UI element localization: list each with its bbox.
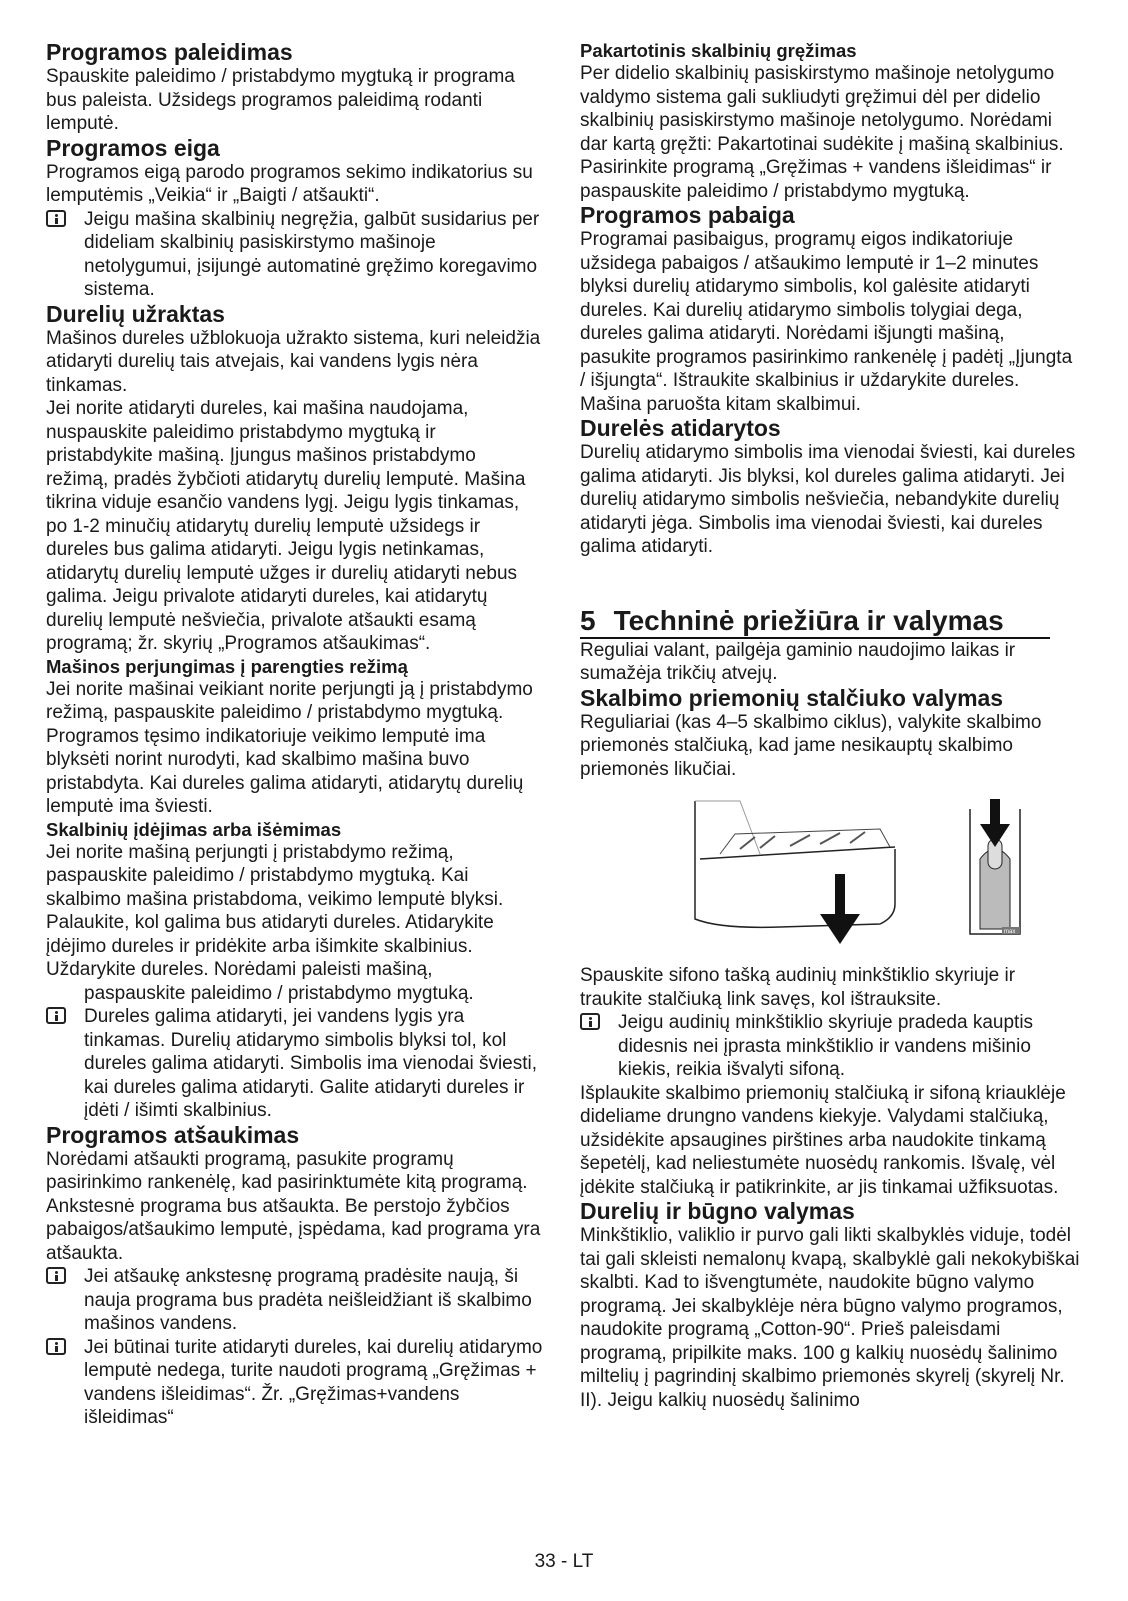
left-column bbox=[46, 40, 543, 1430]
drawer-front-top bbox=[700, 847, 895, 859]
right-column bbox=[580, 40, 1080, 1412]
note-progress bbox=[46, 208, 543, 302]
down-arrow-shaft bbox=[835, 874, 845, 919]
heading-program-start: Programos paleidimas bbox=[46, 39, 293, 65]
paragraph-laundry-close-a: Uždarykite dureles. Norėdami paleisti mašiną, bbox=[46, 959, 433, 980]
note-siphon-text: Jeigu audinių minkštiklio skyriuje pradeda kauptis didesnis nei įprasta minkštiklio ir vandens mišinio kiekis, reikia išvalyti sifoną. bbox=[618, 1012, 1034, 1080]
paragraph-laundry-close-b: paspauskite paleidimo / pristabdymo mygtuką. bbox=[84, 982, 474, 1004]
paragraph-standby: Jei norite mašinai veikiant norite perjungti ją į pristabdymo režimą, paspauskite paleidimo / pristabdymo mygtuką. Programos tęsimo indikatoriuje veikimo lemputė ima blyksėti norint nurodyti, kad skalbimo mašina buvo pristabdyta. Kai dureles galima atidaryti, atidarytų durelių lemputė ima šviesti. bbox=[46, 678, 533, 817]
heading-program-end: Programos pabaiga bbox=[580, 202, 795, 228]
page-number: 33 - LT bbox=[534, 1551, 594, 1572]
paragraph-door-lock-2: Jei norite atidaryti dureles, kai mašina naudojama, nuspauskite paleidimo pristabdymo mygtuką ir pristabdykite mašiną. Įjungus mašinos pristabdymo režimą, pradės žybčioti atidarytų durelių lemputė. Mašina tikrina viduje esančio vandens lygį. Jeigu lygis tinkamas, po 1-2 minučių atidarytų durelių lemputė užsidegs ir dureles bus galima atidaryti. Jeigu lygis netinkamas, atidarytų durelių lemputė užges ir durelių atidaryti nebus galima. Jeigu privalote atidaryti dureles, kai atidarytų durelių lemputė nešviečia, privalote atšaukti esamą programą; žr. skyrių „Programos atšaukimas“. bbox=[46, 398, 526, 654]
paragraph-door-lock-1: Mašinos dureles užblokuoja užrakto sistema, kuri neleidžia atidaryti durelių tais atvejais, kai vandens lygis nėra tinkamas. bbox=[46, 327, 541, 396]
paragraph-program-start: Spauskite paleidimo / pristabdymo mygtuką ir programa bus paleista. Užsidegs programos paleidimą rodanti lemputė. bbox=[46, 66, 515, 134]
heading-door-open: Durelės atidarytos bbox=[580, 415, 781, 441]
paragraph-respin: Per didelio skalbinių pasiskirstymo mašinoje netolygumo valdymo sistema gali sukliudyti gręžimui dėl per didelio skalbinių pasiskirstymo mašinoje netolygumo. Norėdami dar kartą gręžti: Pakartotinai sudėkite į mašiną skalbinius. Pasirinkite programą „Gręžimas + vandens išleidimas“ ir paspauskite paleidimo / pristabdymo mygtuką. bbox=[580, 63, 1064, 202]
heading-respin: Pakartotinis skalbinių gręžimas bbox=[580, 40, 857, 61]
info-icon bbox=[580, 1013, 600, 1030]
paragraph-maintenance-intro: Reguliai valant, pailgėja gaminio naudojimo laikas ir sumažėja trikčių atvejų. bbox=[580, 639, 1016, 684]
paragraph-siphon: Spauskite sifono tašką audinių minkštiklio skyriuje ir traukite stalčiuką link savęs, kol ištrauksite. bbox=[580, 965, 1016, 1010]
paragraph-program-cancel: Norėdami atšaukti programą, pasukite programų pasirinkimo rankenėlę, kad pasirinktumėte kitą programą. Ankstesnė programa bus atšaukta. Be perstojo žybčios pabaigos/atšaukimo lemputė, įspėdama, kad programa yra atšaukta. bbox=[46, 1148, 541, 1264]
note-progress-text: Jeigu mašina skalbinių negręžia, galbūt susidarius per dideliam skalbinių pasiskirstymo mašinoje netolygumui, įsijungė automatinė gręžimo koregavimo sistema. bbox=[84, 208, 540, 300]
heading-drum-cleaning: Durelių ir būgno valymas bbox=[580, 1198, 855, 1224]
siphon-max-label: max bbox=[1004, 929, 1016, 935]
drawer-top-edge bbox=[695, 801, 760, 854]
paragraph-drum-cleaning: Minkštiklio, valiklio ir purvo gali likti skalbyklės viduje, todėl tai gali skleisti nemalonų kvapą, skalbyklė gali nekokybiškai skalbti. Kad to išvengtumėte, naudokite būgno valymo programą. Jei skalbyklėje nėra būgno valymo programos, naudokite programą „Cotton-90“. Prieš paleisdami programą, pripilkite maks. 100 g kalkių nuosėdų šalinimo miltelių į pagrindinį skalbimo priemonės skyrelį (skyrelį Nr. II). Jeigu kalkių nuosėdų šalinimo bbox=[580, 1225, 1080, 1411]
paragraph-drawer-cleaning: Reguliariai (kas 4–5 skalbimo ciklus), valykite skalbimo priemonės stalčiuką, kad jame nesikauptų skalbimo priemonės likučiai. bbox=[580, 711, 1042, 780]
heading-standby: Mašinos perjungimas į parengties režimą bbox=[46, 655, 408, 677]
info-icon bbox=[46, 1338, 66, 1355]
info-icon bbox=[46, 210, 66, 227]
drawer-outline bbox=[695, 801, 895, 927]
note-laundry-text: Dureles galima atidaryti, jei vandens lygis yra tinkamas. Durelių atidarymo simbolis blyksi tol, kol dureles galima atidaryti. Simbolis ima vienodai šviesti, kai dureles galima atidaryti. Galite atidaryti dureles ir įdėti / išimti skalbinius. bbox=[84, 1006, 538, 1121]
heading-door-lock: Durelių užraktas bbox=[46, 300, 225, 327]
heading-program-progress: Programos eiga bbox=[46, 134, 220, 161]
drawer-illustration-svg bbox=[680, 799, 1060, 944]
note-laundry bbox=[46, 1005, 543, 1123]
section-title-text: Techninė priežiūra ir valymas bbox=[613, 604, 1004, 636]
heading-program-cancel: Programos atšaukimas bbox=[46, 1121, 300, 1148]
siphon-arrow-shaft bbox=[990, 799, 1000, 827]
down-arrow-head bbox=[820, 914, 860, 944]
section-number: 5 bbox=[580, 604, 596, 636]
paragraph-program-end: Programai pasibaigus, programų eigos indikatoriuje užsidega pabaigos / atšaukimo lemputė ir 1–2 minutes blyksi durelių atidarymo simbolis, kol galėsite atidaryti dureles. Kai durelių atidarymo simbolis tolygiai dega, dureles galima atidaryti. Norėdami išjungti mašiną, pasukite programos pasirinkimo rankenėlę į padėtį „Įjungta / išjungta“. Ištraukite skalbinius ir uždarykite dureles. Mašina paruošta kitam skalbimui. bbox=[580, 229, 1073, 415]
section-heading-maintenance bbox=[580, 605, 1050, 639]
note-siphon bbox=[580, 1011, 1080, 1082]
info-icon bbox=[46, 1007, 66, 1024]
note-cancel-1 bbox=[46, 1265, 543, 1336]
note-cancel-1-text: Jei atšaukę ankstesnę programą pradėsite naują, ši nauja programa bus pradėta neišleidžiant iš skalbimo mašinos vandens. bbox=[84, 1266, 532, 1334]
heading-laundry: Skalbinių įdėjimas arba išėmimas bbox=[46, 818, 342, 840]
heading-drawer-cleaning: Skalbimo priemonių stalčiuko valymas bbox=[580, 684, 1004, 711]
drawer-compartments bbox=[740, 832, 865, 849]
note-cancel-2-text: Jei būtinai turite atidaryti dureles, kai durelių atidarymo lemputė nedega, turite naudoti programą „Gręžimas + vandens išleidimas“. Žr. „Gręžimas+vandens išleidimas“ bbox=[84, 1336, 543, 1428]
paragraph-laundry: Jei norite mašiną perjungti į pristabdymo režimą, paspauskite paleidimo / pristabdymo mygtuką. Kai skalbimo mašina pristabdoma, veikimo lemputė blyksi. Palaukite, kol galima bus atidaryti dureles. Atidarykite įdėjimo dureles ir pridėkite arba išimkite skalbinius. bbox=[46, 841, 504, 957]
siphon-arrow-head bbox=[980, 824, 1010, 847]
note-cancel-2 bbox=[46, 1336, 543, 1430]
paragraph-door-open: Durelių atidarymo simbolis ima vienodai šviesti, kai dureles galima atidaryti. Jis blyksi, kol dureles galima atidaryti. Jei durelių atidarymo simbolis nešviečia, nebandykite durelių atidaryti jėga. Simbolis ima vienodai šviesti, kai dureles galima atidaryti. bbox=[580, 442, 1076, 557]
info-icon bbox=[46, 1267, 66, 1284]
paragraph-program-progress: Programos eigą parodo programos sekimo indikatorius su lemputėmis „Veikia“ ir „Baigti / atšaukti“. bbox=[46, 161, 533, 206]
drawer-siphon-illustration bbox=[680, 799, 1060, 944]
paragraph-wash-drawer: Išplaukite skalbimo priemonių stalčiuką ir sifoną kriauklėje dideliame drungno vandens kiekyje. Valydami stalčiuką, užsidėkite apsaugines pirštines arba naudokite tinkamą šepetėlį, kad neliestumėte nuosėdų rankomis. Išvalę, vėl įdėkite stalčiuką ir patikrinkite, ar jis tinkamai užfiksuotas. bbox=[580, 1082, 1066, 1198]
